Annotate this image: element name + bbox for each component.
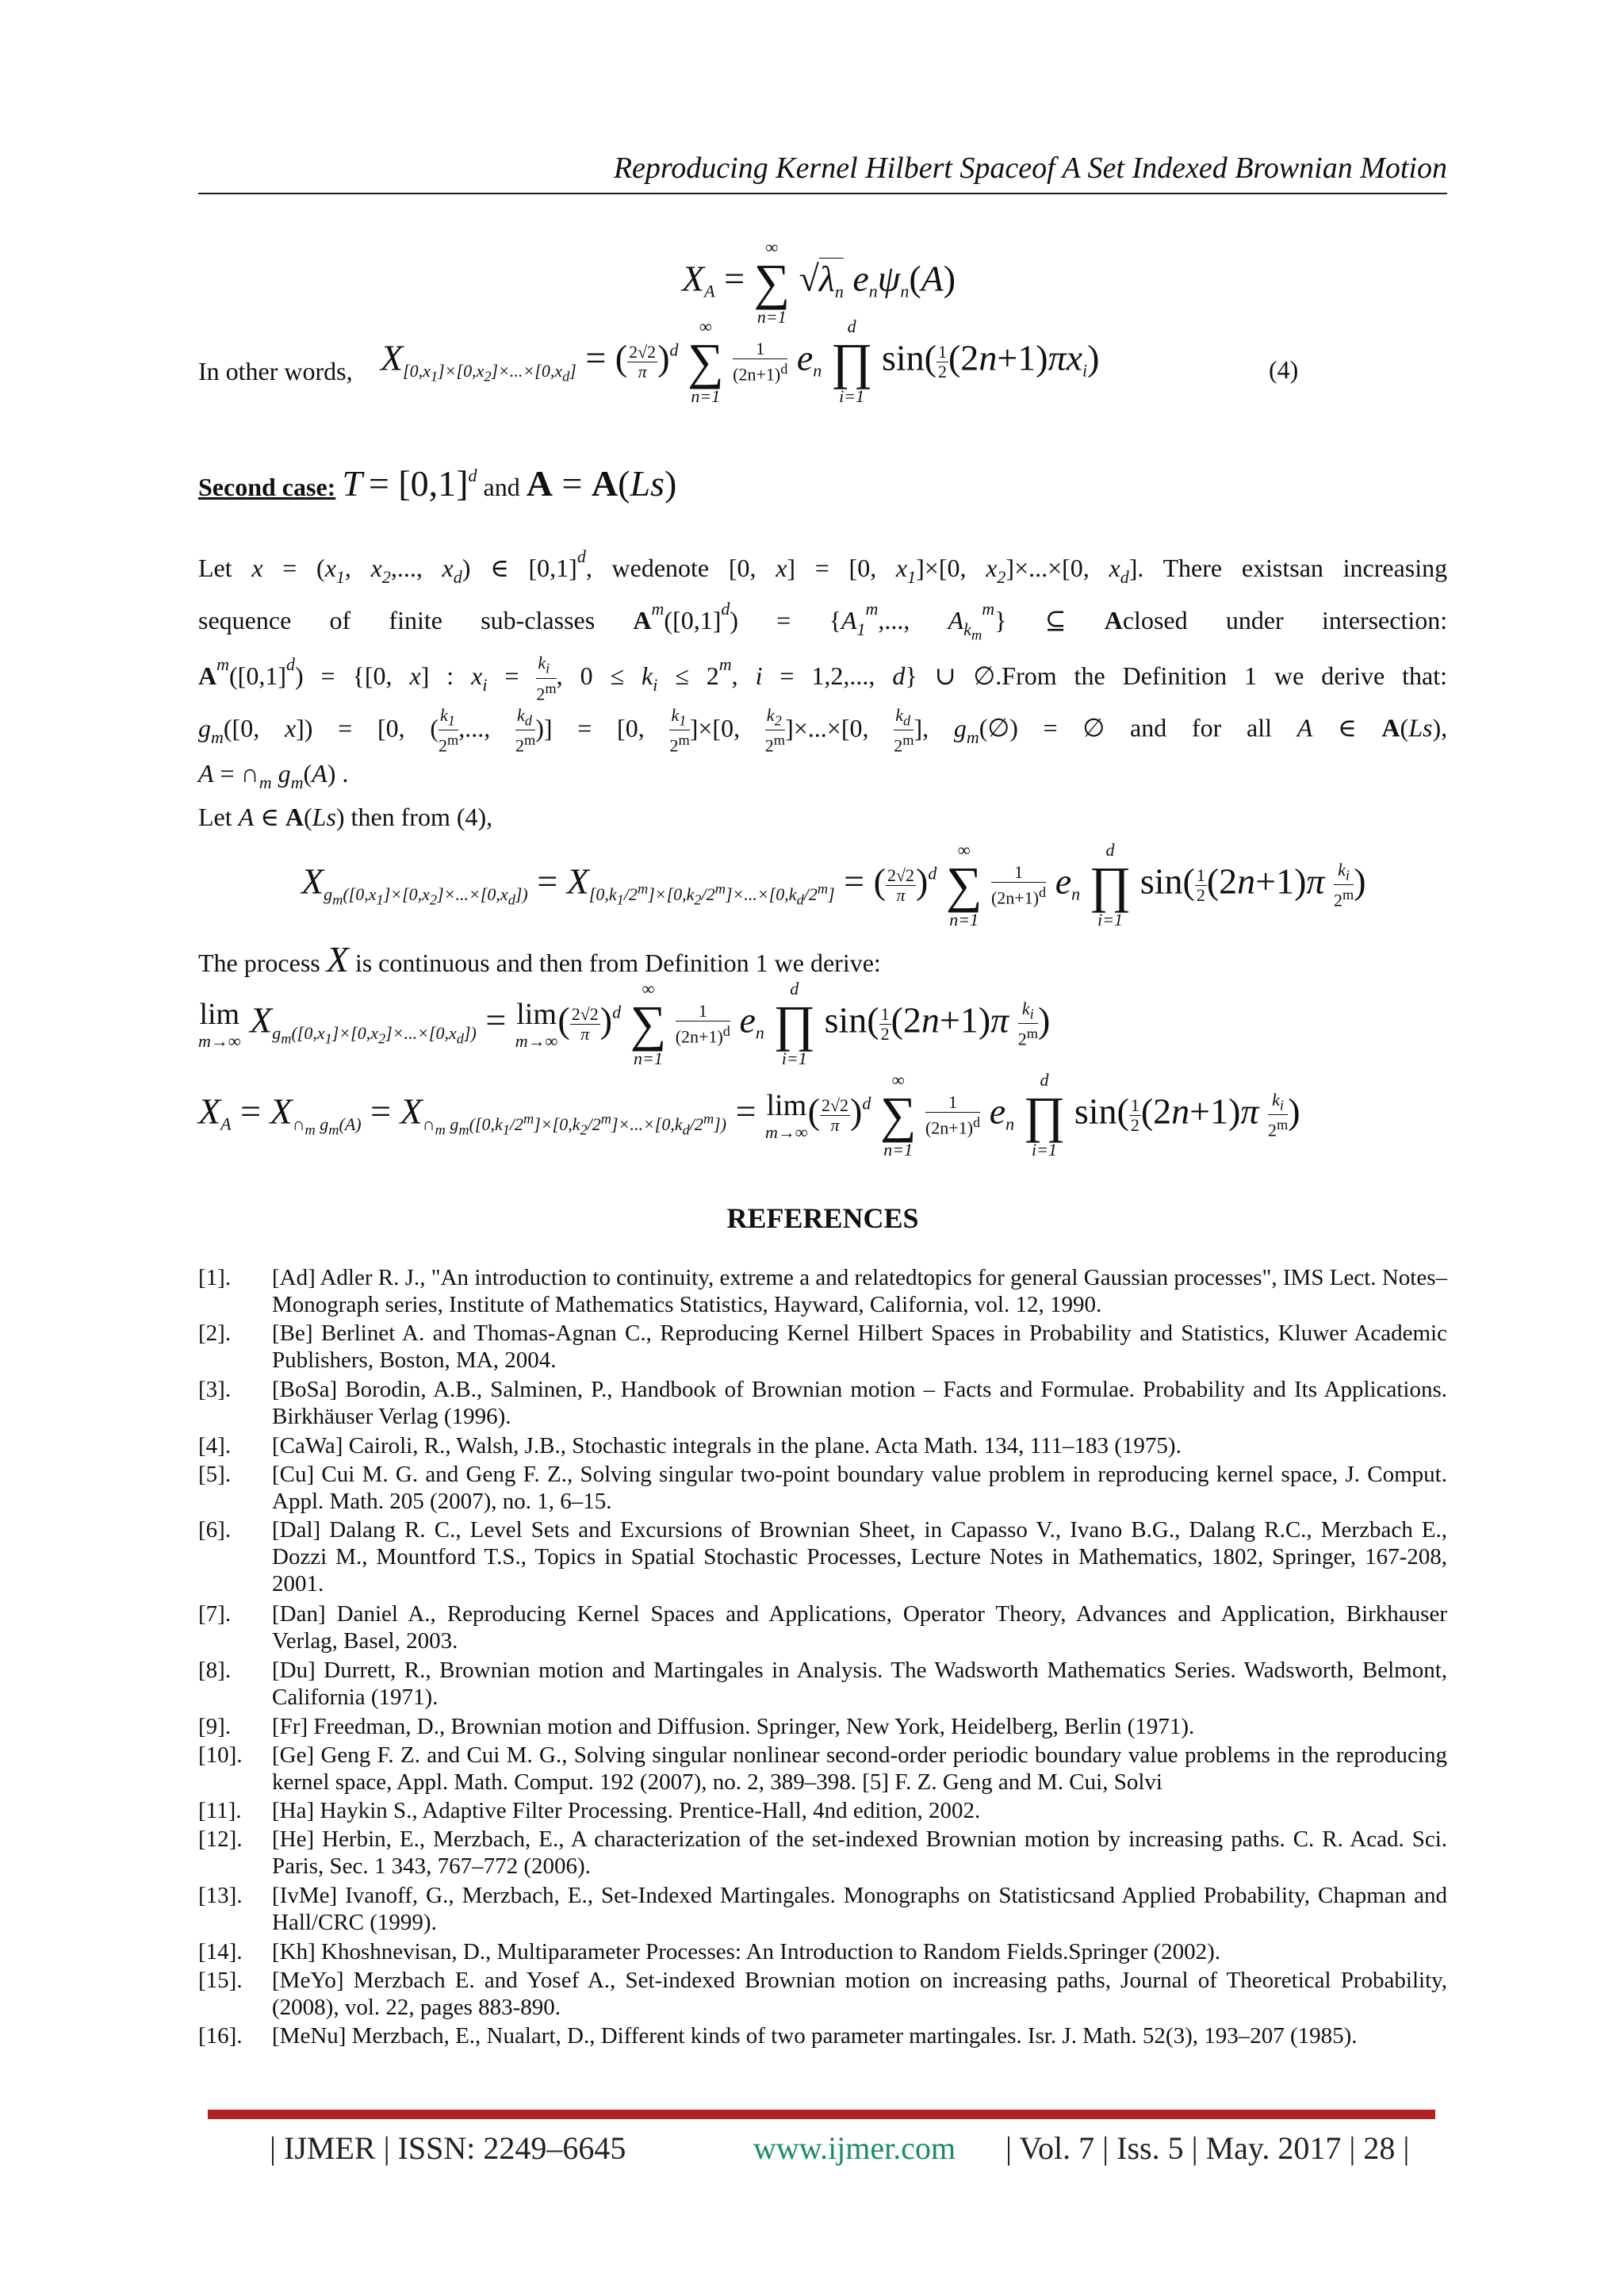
process-line: The process X is continuous and then from Definition 1 we derive:: [198, 939, 881, 979]
para-line-4: $g_m([0$, x]) = [0, ( $\frac{k_1}{2^m}$ ,..., $\frac{k_d}{2^m}$ )] = [0, $\frac{k_1}{2^m}$ ]×[0, $\frac{k_2}{2^m}$ ]×...×[0, $\frac{k_d}{2^m}$ ], $g_m(\emptyset)$ = ∅ and for all A ∈ A(Ls),: [198, 705, 1448, 756]
footer-url[interactable]: www.ijmer.com: [753, 2130, 956, 2166]
equation-4: $X_{[0,x_1]\times[0,x_2]\times...\times[0,x_d]}$ = ( $\frac{2√2}{\pi}$ )$^d$ ∞ ∑ n=1 $\frac{1}{(2n+1)^d}$ $e_n$ d ∏ i=1 sin( $\frac{1}{2}$ $(2n+1)\pi x_i$): [381, 316, 1100, 406]
second-case-and: and: [483, 473, 520, 501]
para-line-3: $A^m([0,1]^d) = \{[0$, x] : $x_i$ = $\frac{k_i}{2^m}$ , $0 \le k_i \le 2^m$, i = 1,2,..., d} ∪ ∅.From the Definition 1 we derive that:: [198, 653, 1448, 704]
in-other-words-label: In other words,: [198, 357, 353, 385]
second-case-label: Second case:: [198, 473, 336, 501]
equation-gm: $X_{g_m([0,x_1]\times[0,x_2]\times...\times[0,x_d])} = X_{[0,k_1/2^m]\times[0,k_2/2^m]\times...\times[0,k_d/2^m]}$ = ( $\frac{2√2}{\pi}$ )$^d$ ∞ ∑ n=1 $\frac{1}{(2n+1)^d}$ $e_n$ d ∏ i=1 sin( $\frac{1}{2}$ (2n+1)π $\frac{k_i}{2^m}$ ): [301, 840, 1366, 930]
equation-xa-final: $X_A = X_{\cap_m g_m(A)} = X_{\cap_m g_m([0,k_1/2^m]\times[0,k_2/2^m]\times...\times[0,k_d/2^m])}$ = lim m→∞ ( $\frac{2√2}{\pi}$ )$^d$ ∞ ∑ n=1 $\frac{1}{(2n+1)^d}$ $e_n$ d ∏ i=1 sin( $\frac{1}{2}$ (2n+1)π $\frac{k_i}{2^m}$ ): [198, 1070, 1300, 1159]
para-line-1: Let $x = (x_1$, $x_2$,..., $x_d$) ∈ $[0,1]^d$, wedenote [0, x] = [0, $x_1]\times[0$, $x_2]\times...\times[0$, $x_d$]. There existsan increasing: [198, 546, 1448, 587]
equation-number: (4): [1269, 355, 1299, 384]
para-line-5: $A = \cap_m$ $g_m(A)$ .: [198, 759, 349, 792]
header-rule: [198, 193, 1447, 194]
second-case-line: Second case: $T = [0,1]^d$ and A = A(Ls): [198, 463, 677, 504]
footer-journal: | IJMER | ISSN: 2249–6645: [270, 2130, 626, 2166]
para-line-2: sequence of finite sub-classes $A^m([0,1]^d) = \{A_1^m$,..., $A_{k_m}^m$} ⊆ Aclosed under intersection:: [198, 599, 1448, 643]
equation-limit: lim m→∞ $X_{g_m([0,x_1]\times[0,x_2]\times...\times[0,x_d])}$ = lim m→∞ ( $\frac{2√2}{\pi}$ )$^d$ ∞ ∑ n=1 $\frac{1}{(2n+1)^d}$ $e_n$ d ∏ i=1 sin( $\frac{1}{2}$ (2n+1)π $\frac{k_i}{2^m}$ ): [198, 979, 1051, 1068]
footer-issue: | Vol. 7 | Iss. 5 | May. 2017 | 28 |: [1005, 2130, 1410, 2166]
references-title: REFERENCES: [726, 1202, 919, 1234]
footer-bar: [208, 2110, 1435, 2119]
running-header: Reproducing Kernel Hilbert Spaceof A Set Indexed Brownian Motion: [613, 151, 1447, 185]
let-line: Let A ∈ A(Ls) then from (4),: [198, 803, 493, 831]
equation-xa-series: $X_A$ = ∞ ∑ n=1 $√\lambda_n$ $e_n\psi_n(A)$: [682, 237, 956, 327]
